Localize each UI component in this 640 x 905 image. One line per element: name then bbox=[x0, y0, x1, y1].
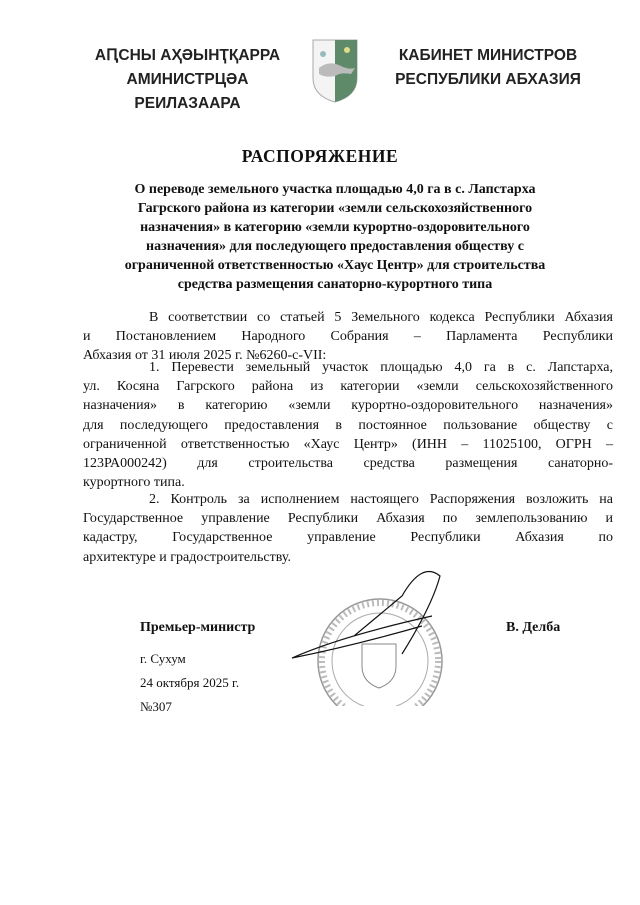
subject-line: ограниченной ответственностью «Хаус Центр» для строительства bbox=[124, 258, 546, 273]
text-line: В соответствии со статьей 5 Земельного кодекса Республики Абхазия bbox=[149, 310, 613, 325]
clause-2-paragraph bbox=[83, 490, 613, 567]
header-abkhaz bbox=[80, 44, 295, 116]
document-date: 24 октября 2025 г. bbox=[140, 675, 240, 690]
text-line: кадастру, Государственное управление Республики Абхазия по bbox=[83, 530, 613, 546]
subject-line: назначения» в категорию «земли курортно-оздоровительного bbox=[140, 220, 530, 235]
text-line: Абхазия от 31 июля 2025 г. №6260-с-VII: bbox=[83, 348, 327, 364]
city: г. Сухум bbox=[140, 651, 186, 666]
text-line: и Постановлением Народного Собрания – Парламента Республики bbox=[83, 329, 613, 345]
text-line: 2. Контроль за исполнением настоящего Распоряжения возложить на bbox=[149, 492, 613, 507]
official-stamp-and-signature bbox=[282, 566, 462, 706]
text-line: архитектуре и градостроительству. bbox=[83, 549, 291, 565]
header-abkhaz-line: АМИНИСТРЦӘА РЕИЛАЗААРА bbox=[126, 71, 249, 112]
preamble-paragraph bbox=[83, 308, 613, 366]
document-number: №307 bbox=[140, 699, 172, 714]
document-title: РАСПОРЯЖЕНИЕ bbox=[241, 146, 399, 166]
text-line: Государственное управление Республики Абхазия по землепользованию и bbox=[83, 511, 613, 527]
text-line: ограниченной ответственностью «Хаус Центр» (ИНН – 11025100, ОГРН – bbox=[83, 436, 613, 452]
signatory-role: Премьер-министр bbox=[140, 620, 256, 635]
header-russian-line: КАБИНЕТ МИНИСТРОВ bbox=[398, 47, 578, 64]
subject-line: назначения» для последующего предоставления обществу с bbox=[146, 239, 524, 254]
header-russian bbox=[388, 44, 588, 92]
text-line: курортного типа. bbox=[83, 475, 185, 491]
coat-of-arms-emblem bbox=[311, 38, 359, 104]
header-russian-line: РЕСПУБЛИКИ АБХАЗИЯ bbox=[395, 71, 581, 88]
subject-line: О переводе земельного участка площадью 4,0 га в с. Лапстарха bbox=[134, 182, 536, 197]
text-line: 1. Перевести земельный участок площадью 4,0 га в с. Лапстарха, bbox=[149, 360, 613, 375]
clause-1-paragraph bbox=[83, 358, 613, 492]
text-line: назначения» в категорию «земли курортно-оздоровительного назначения» bbox=[83, 398, 613, 414]
subject-line: Гагрского района из категории «земли сельскохозяйственного bbox=[137, 201, 533, 216]
text-line: ул. Косяна Гагрского района из категории «земли сельскохозяйственного bbox=[83, 379, 613, 395]
signatory-name: В. Делба bbox=[506, 620, 561, 635]
subject-line: средства размещения санаторно-курортного типа bbox=[177, 277, 493, 292]
text-line: 123РА000242) для строительства средства размещения санаторно- bbox=[83, 456, 613, 472]
header-abkhaz-line: АԤСНЫ АҲӘЫНҬҚАРРА bbox=[94, 47, 281, 64]
text-line: для последующего предоставления в постоянное пользование обществу с bbox=[83, 417, 613, 433]
document-subject bbox=[100, 180, 570, 294]
